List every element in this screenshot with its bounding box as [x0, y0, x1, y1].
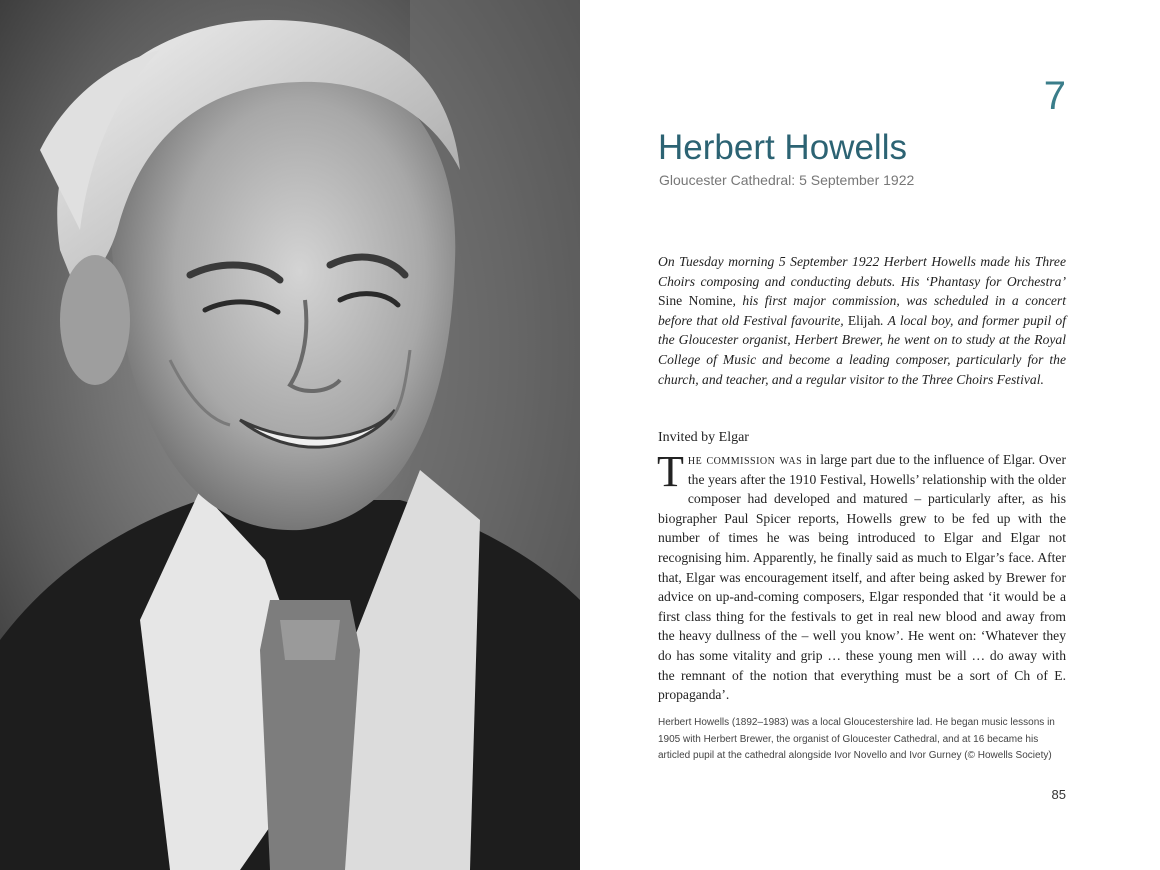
chapter-subtitle: Gloucester Cathedral: 5 September 1922	[659, 172, 915, 188]
intro-paragraph	[658, 252, 1066, 389]
section-heading: Invited by Elgar	[658, 430, 749, 445]
drop-cap: T	[657, 447, 684, 496]
page-number: 85	[1051, 787, 1066, 802]
chapter-title: Herbert Howells	[658, 128, 907, 167]
body-paragraph	[657, 447, 1066, 705]
opening-small-caps: he commission was	[687, 452, 803, 467]
intro-text-3: . A local boy, and former pupil of the Gloucester organist, Herbert Brewer, he went on to study at the Royal College of Music and become a leading composer, particularly for the church, and teacher, and a regular visitor to the Three Choirs Festival.	[658, 312, 1067, 387]
chapter-number: 7	[1043, 74, 1066, 118]
intro-text-2: , his first major commission, was scheduled in a concert before that old Festival favourite,	[658, 293, 1066, 328]
photo-caption: Herbert Howells (1892–1983) was a local Gloucestershire lad. He began music lessons in 1905 with Herbert Brewer, the organist of Gloucester Cathedral, and at 16 became his articled pupil at the cathedral alongside Ivor Novello and Ivor Gurney (© Howells Society)	[658, 717, 1055, 762]
work-title-elijah: Elijah	[847, 312, 881, 328]
intro-text-1: On Tuesday morning 5 September 1922 Herbert Howells made his Three Choirs composing and conducting debuts. His ‘Phantasy for Orchestra’	[658, 254, 1066, 289]
body-text: in large part due to the influence of Elgar. Over the years after the 1910 Festival, Howells’ relationship with the older composer had developed and matured – particularly after, as his biographer Paul Spicer reports, Howells grew to be fed up with the number of times he was being introduced to Elgar and Elgar not recognising him. Apparently, he finally said as much to Elgar’s face. After that, Elgar was encouragement itself, and after being asked by Brewer for advice on up-and-coming composers, Elgar responded that ‘it would be a first class thing for the festivals to get in real new blood and away from the heavy dullness of the – well you know’. He went on: ‘Whatever they do has some vitality and grip … these young men will … do away with the remnant of the notion that everything must be a sort of Ch of E. propaganda’.	[658, 452, 1066, 703]
text-page	[580, 0, 1160, 870]
work-title-sine-nomine: Sine Nomine	[658, 293, 733, 309]
